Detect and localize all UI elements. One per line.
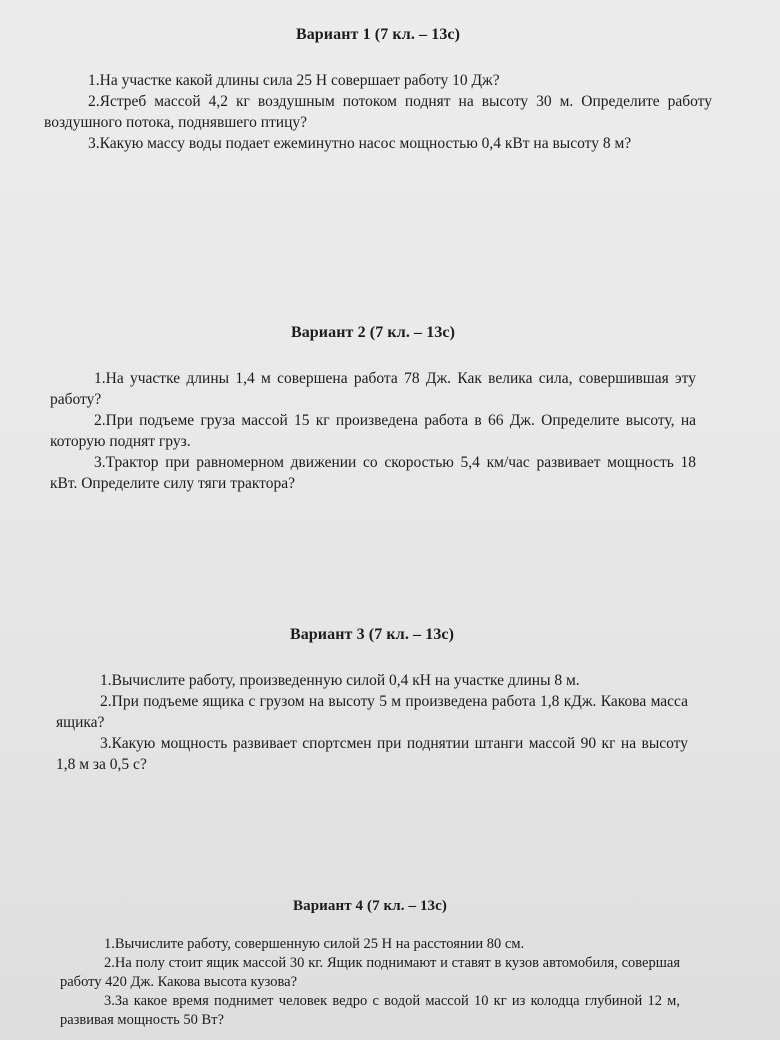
variant-1-task-2: 2.Ястреб массой 4,2 кг воздушным потоком поднят на высоту 30 м. Определите работу воздушного потока, поднявшего птицу? bbox=[44, 93, 712, 131]
variant-3-task-2: 2.При подъеме ящика с грузом на высоту 5 м произведена работа 1,8 кДж. Какова масса ящика? bbox=[56, 693, 688, 731]
variant-2-task-3: 3.Трактор при равномерном движении со скоростью 5,4 км/час развивает мощность 18 кВт. Определите силу тяги трактора? bbox=[50, 454, 696, 492]
variant-2-task-2: 2.При подъеме груза массой 15 кг произведена работа в 66 Дж. Определите высоту, на которую поднят груз. bbox=[50, 412, 696, 450]
variant-1-task-1: 1.На участке какой длины сила 25 Н совершает работу 10 Дж? bbox=[88, 72, 500, 89]
variant-4-title: Вариант 4 (7 кл. – 13с) bbox=[292, 898, 447, 914]
variant-2-title: Вариант 2 (7 кл. – 13с) bbox=[290, 324, 456, 341]
variant-1-section bbox=[44, 26, 712, 154]
variant-1-task-3: 3.Какую массу воды подает ежеминутно насос мощностью 0,4 кВт на высоту 8 м? bbox=[88, 135, 632, 152]
variant-3-task-3: 3.Какую мощность развивает спортсмен при поднятии штанги массой 90 кг на высоту 1,8 м за 0,5 с? bbox=[56, 735, 688, 773]
variant-1-title: Вариант 1 (7 кл. – 13с) bbox=[295, 26, 461, 43]
variant-4-section bbox=[60, 898, 680, 1030]
variant-2-task-1: 1.На участке длины 1,4 м совершена работа 78 Дж. Как велика сила, совершившая эту работу? bbox=[50, 370, 696, 408]
variant-3-section bbox=[56, 626, 688, 775]
variant-3-task-1: 1.Вычислите работу, произведенную силой 0,4 кН на участке длины 8 м. bbox=[100, 672, 580, 689]
variant-3-title: Вариант 3 (7 кл. – 13с) bbox=[289, 626, 455, 643]
variant-4-task-3: 3.За какое время поднимет человек ведро с водой массой 10 кг из колодца глубиной 12 м, развивая мощность 50 Вт? bbox=[60, 993, 680, 1028]
variant-4-task-1: 1.Вычислите работу, совершенную силой 25 Н на расстоянии 80 см. bbox=[104, 936, 525, 952]
variant-2-section bbox=[50, 324, 696, 494]
variant-4-task-2: 2.На полу стоит ящик массой 30 кг. Ящик поднимают и ставят в кузов автомобиля, совершая работу 420 Дж. Какова высота кузова? bbox=[60, 955, 680, 990]
